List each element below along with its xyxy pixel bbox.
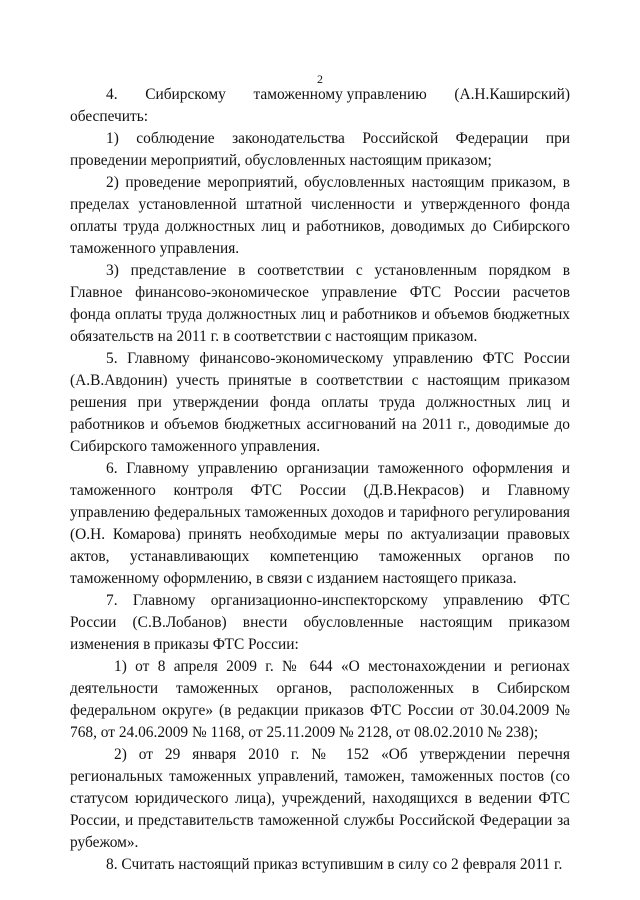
document-body <box>70 84 570 876</box>
paragraph-6: 6. Главному управлению организации таможенного оформления и таможенного контроля ФТС России (Д.В.Некрасов) и Главному управлению федеральных таможенных доходов и тарифного регулирования (О.Н. Комарова) принять необходимые меры по актуализации правовых актов, устанавливающих компетенцию таможенных органов по таможенному оформлению, в связи с изданием настоящего приказа. <box>70 460 570 587</box>
paragraph-7-item-2: 2) от 29 января 2010 г. № 152 «Об утверждении перечня региональных таможенных управлений, таможен, таможенных постов (со статусом юридического лица), учреждений, находящихся в ведении ФТС России, и представительств таможенной службы Российской Федерации за рубежом». <box>70 746 570 851</box>
paragraph-4-item-2: 2) проведение мероприятий, обусловленных настоящим приказом, в пределах установленной штатной численности и утвержденного фонда оплаты труда должностных лиц и работников, доводимых до Сибирского таможенного управления. <box>70 174 570 257</box>
paragraph-5: 5. Главному финансово-экономическому управлению ФТС России (А.В.Авдонин) учесть принятые в соответствии с настоящим приказом решения при утверждении фонда оплаты труда должностных лиц и работников и объемов бюджетных ассигнований на 2011 г., доводимые до Сибирского таможенного управления. <box>70 350 570 455</box>
paragraph-4-continuation: обеспечить: <box>70 108 149 125</box>
paragraph-4-item-1: 1) соблюдение законодательства Российской Федерации при проведении мероприятий, обусловленных настоящим приказом; <box>70 130 570 169</box>
paragraph-4-item-3: 3) представление в соответствии с установленным порядком в Главное финансово-экономическое управление ФТС России расчетов фонда оплаты труда должностных лиц и работников и объемов бюджетных обязательств на 2011 г. в соответствии с настоящим приказом. <box>70 262 570 345</box>
paragraph-7: 7. Главному организационно-инспекторскому управлению ФТС России (С.В.Лобанов) внести обусловленные настоящим приказом изменения в приказы ФТС России: <box>70 592 570 653</box>
page-number: 2 <box>317 72 323 86</box>
paragraph-7-item-1: 1) от 8 апреля 2009 г. № 644 «О местонахождении и регионах деятельности таможенных органов, расположенных в Сибирском федеральном округе» (в редакции приказов ФТС России от 30.04.2009 № 768, от 24.06.2009 № 1168, от 25.11.2009 № 2128, от 08.02.2010 № 238); <box>70 658 570 741</box>
paragraph-4-number: 4. <box>106 86 118 103</box>
paragraph-4-addressee: Сибирскому <box>145 86 226 103</box>
paragraph-4-addressee-org: таможенному управлению <box>253 86 427 103</box>
paragraph-4-heading-line <box>70 84 570 106</box>
paragraph-4-head-name: (А.Н.Каширский) <box>454 86 570 103</box>
paragraph-8: 8. Считать настоящий приказ вступившим в силу со 2 февраля 2011 г. <box>106 856 563 873</box>
